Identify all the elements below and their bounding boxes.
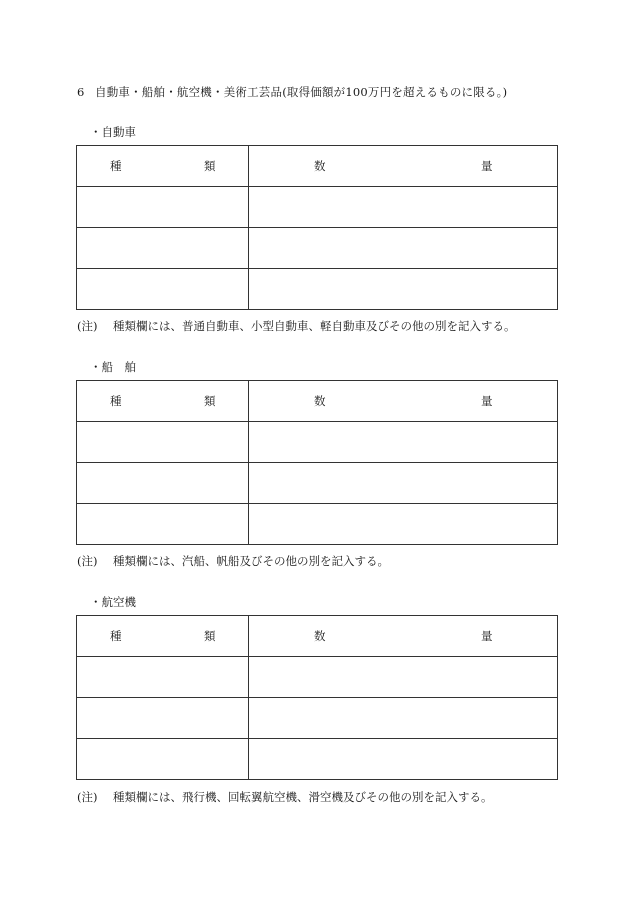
quantity-cell[interactable] (249, 739, 558, 780)
table-row (77, 657, 558, 698)
quantity-header-char-2: 量 (481, 159, 493, 173)
kind-cell[interactable] (77, 187, 249, 228)
quantity-cell[interactable] (249, 187, 558, 228)
table-row (77, 422, 558, 463)
kind-header (77, 381, 249, 422)
table-row (77, 504, 558, 545)
note-text: 種類欄には、汽船、帆船及びその他の別を記入する。 (113, 554, 389, 568)
kind-header-char-2: 類 (204, 629, 216, 643)
table-row (77, 269, 558, 310)
quantity-cell[interactable] (249, 422, 558, 463)
quantity-header-char-2: 量 (481, 394, 493, 408)
table-row (77, 228, 558, 269)
subheading-automobile: ・自動車 (90, 125, 136, 139)
quantity-header (249, 381, 558, 422)
table-row (77, 739, 558, 780)
note-tag: (注) (77, 319, 98, 333)
aircraft-table (76, 615, 558, 780)
note-automobile (77, 318, 516, 334)
quantity-header (249, 146, 558, 187)
quantity-header-char-1: 数 (314, 394, 326, 408)
table-header-row (77, 616, 558, 657)
table-header-row (77, 146, 558, 187)
kind-header-char-2: 類 (204, 394, 216, 408)
kind-header (77, 616, 249, 657)
kind-cell[interactable] (77, 228, 249, 269)
note-tag: (注) (77, 554, 98, 568)
section-title: 自動車・船舶・航空機・美術工芸品(取得価額が100万円を超えるものに限る。) (95, 85, 508, 99)
subheading-aircraft: ・航空機 (90, 595, 136, 609)
quantity-header-char-2: 量 (481, 629, 493, 643)
section-heading (77, 84, 507, 100)
quantity-cell[interactable] (249, 657, 558, 698)
kind-cell[interactable] (77, 463, 249, 504)
quantity-cell[interactable] (249, 228, 558, 269)
table-row (77, 187, 558, 228)
kind-cell[interactable] (77, 657, 249, 698)
kind-cell[interactable] (77, 422, 249, 463)
table-row (77, 463, 558, 504)
quantity-cell[interactable] (249, 269, 558, 310)
kind-header-char-1: 種 (110, 394, 122, 408)
kind-cell[interactable] (77, 739, 249, 780)
subheading-vessel: ・船 舶 (90, 360, 136, 374)
quantity-header-char-1: 数 (314, 159, 326, 173)
quantity-cell[interactable] (249, 698, 558, 739)
note-tag: (注) (77, 790, 98, 804)
kind-cell[interactable] (77, 504, 249, 545)
table-header-row (77, 381, 558, 422)
kind-header-char-2: 類 (204, 159, 216, 173)
quantity-cell[interactable] (249, 504, 558, 545)
note-text: 種類欄には、普通自動車、小型自動車、軽自動車及びその他の別を記入する。 (113, 319, 516, 333)
kind-cell[interactable] (77, 698, 249, 739)
note-vessel (77, 553, 389, 569)
kind-cell[interactable] (77, 269, 249, 310)
vessel-table (76, 380, 558, 545)
quantity-header (249, 616, 558, 657)
note-text: 種類欄には、飛行機、回転翼航空機、滑空機及びその他の別を記入する。 (113, 790, 493, 804)
quantity-header-char-1: 数 (314, 629, 326, 643)
kind-header-char-1: 種 (110, 159, 122, 173)
note-aircraft (77, 789, 493, 805)
table-row (77, 698, 558, 739)
section-number: 6 (77, 85, 85, 99)
kind-header (77, 146, 249, 187)
quantity-cell[interactable] (249, 463, 558, 504)
kind-header-char-1: 種 (110, 629, 122, 643)
automobile-table (76, 145, 558, 310)
